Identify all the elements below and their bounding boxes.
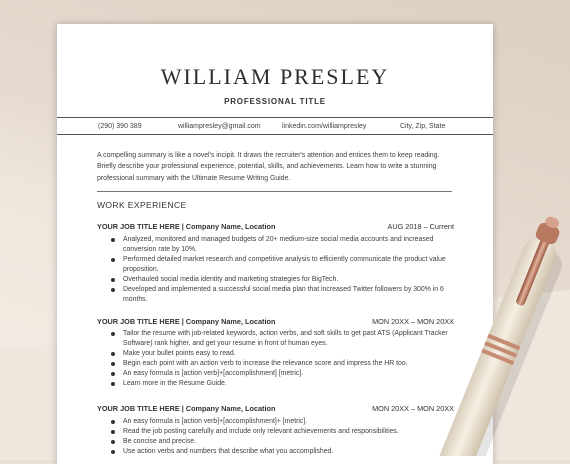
list-item: Developed and implemented a successful social media plan that increased Twitter followers by 300% in 6 months. (111, 285, 456, 305)
job-3-title: YOUR JOB TITLE HERE | Company Name, Location (97, 404, 276, 413)
contact-linkedin: linkedin.com/williampresley (282, 123, 367, 130)
list-item: Begin each point with an action verb to increase the relevance score and impress the HR too. (111, 359, 456, 369)
resume-name: WILLIAM PRESLEY (160, 64, 390, 89)
list-item: Be concise and precise. (111, 437, 456, 447)
list-item: Performed detailed market research and competitive analysis to efficiently communicate the product value proposition. (111, 255, 456, 275)
contact-email: williampresley@gmail.com (178, 123, 261, 130)
list-item: Make your bullet points easy to read. (111, 349, 456, 359)
summary-paragraph: A compelling summary is like a novel's incipit. It draws the recruiter's attention and entices them to keep reading. Briefly describe your professional experience, potential, skills, and achievements. Learn how to write a stunning professional summary with the Ultimate Resume Writing Guide. (97, 152, 440, 182)
job-2-date: MON 20XX – MON 20XX (372, 317, 454, 326)
list-item: Use action verbs and numbers that describe what you accomplished. (111, 447, 456, 457)
list-item: Analyzed, monitored and managed budgets of 20+ medium-size social media accounts and increased conversion rate by 10%. (111, 235, 456, 255)
section-work-experience: WORK EXPERIENCE (97, 200, 187, 210)
list-item: Learn more in the Resume Guide. (111, 379, 456, 389)
job-1-title: YOUR JOB TITLE HERE | Company Name, Location (97, 222, 276, 231)
list-item: An easy formula is [action verb]+[accomplishment]+ [metric]. (111, 417, 456, 427)
contact-location: City, Zip, State (400, 123, 446, 130)
job-2-title: YOUR JOB TITLE HERE | Company Name, Location (97, 317, 276, 326)
contact-phone: (290) 390 389 (98, 123, 142, 130)
professional-title: PROFESSIONAL TITLE (224, 97, 326, 106)
list-item: Overhauled social media identity and marketing strategies for BigTech. (111, 275, 456, 285)
list-item: An easy formula is [action verb]+[accomplishment] [metric]. (111, 369, 456, 379)
list-item: Tailor the resume with job-related keywords, action verbs, and soft skills to get past ATS (Applicant Tracker Software) rank higher, and get your resume in front of human eyes. (111, 329, 456, 349)
job-1-date: AUG 2018 – Current (387, 222, 454, 231)
job-3-date: MON 20XX – MON 20XX (372, 404, 454, 413)
list-item: Read the job posting carefully and include only relevant achievements and responsibilities. (111, 427, 456, 437)
